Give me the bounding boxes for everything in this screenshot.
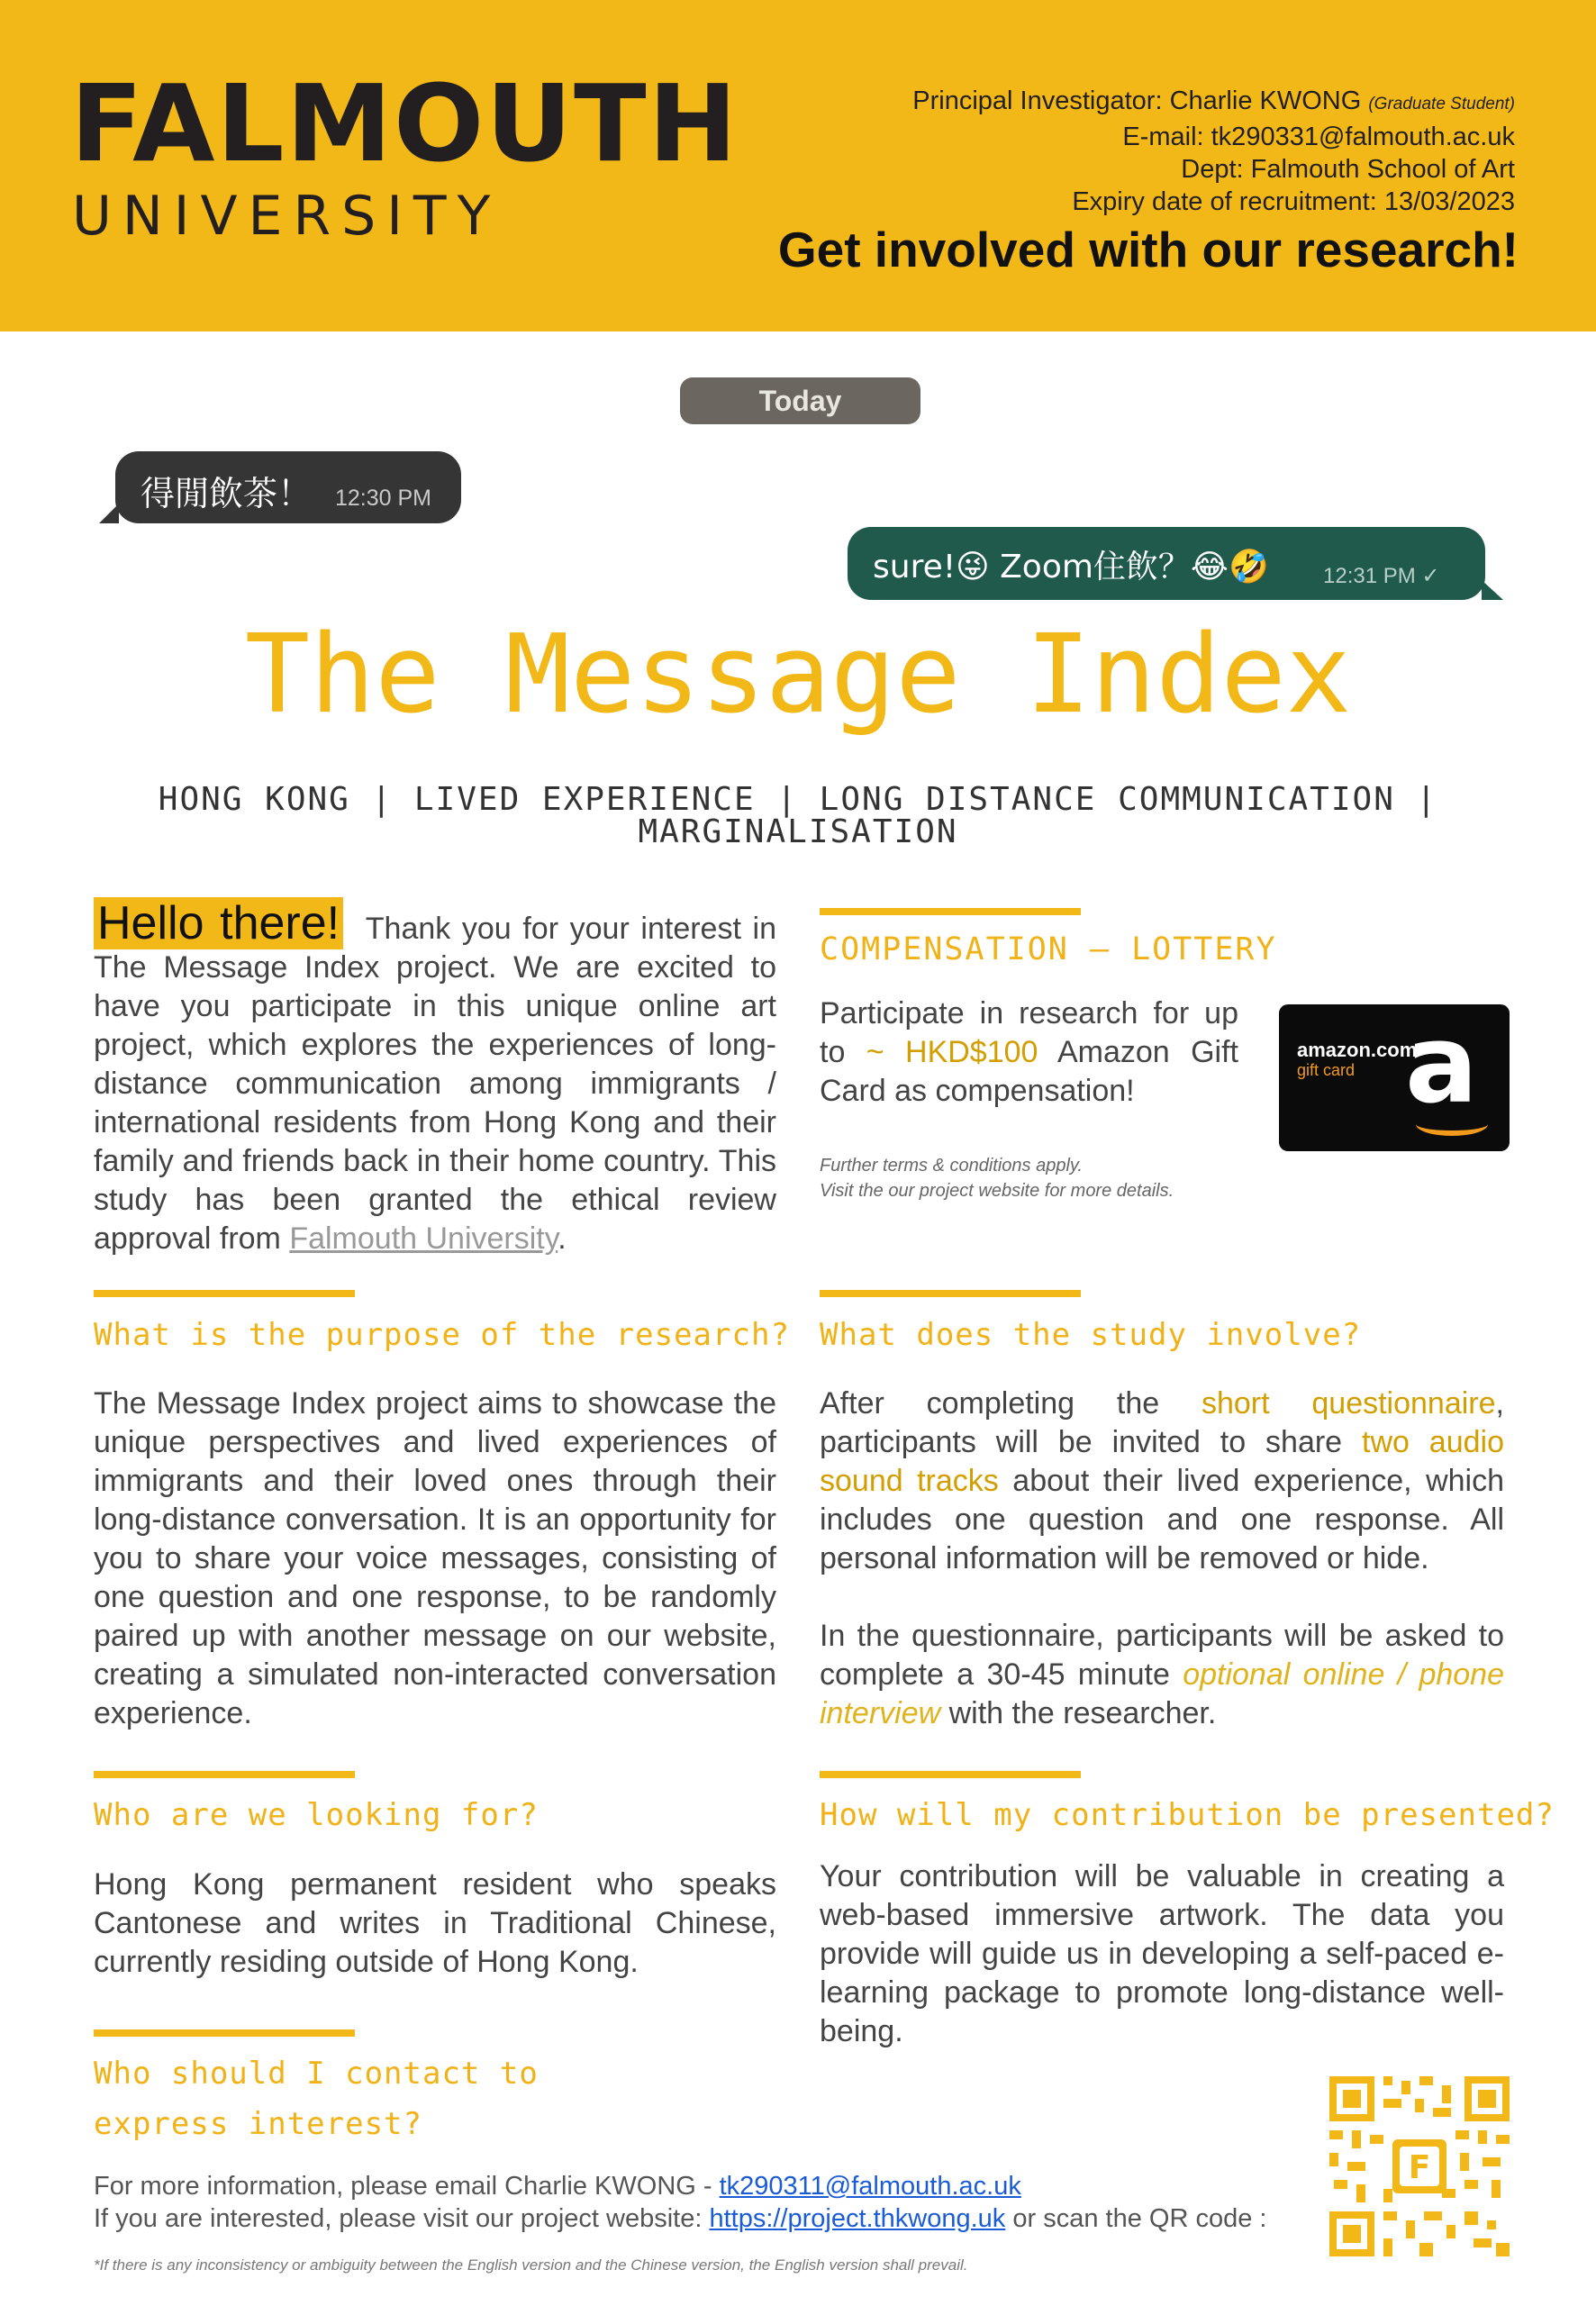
section-divider [820, 908, 1081, 915]
section-divider [820, 1290, 1081, 1297]
intro-paragraph [94, 897, 777, 1258]
amazon-a-icon: a [1405, 1003, 1478, 1128]
chat-timestamp: 12:30 PM [335, 486, 432, 511]
pi-name: Principal Investigator: Charlie KWONG [912, 86, 1362, 115]
footer-text: If you are interested, please visit our project website: [94, 2204, 703, 2233]
involve-text: In the questionnaire, participants will be asked to complete a 30-45 minute [820, 1619, 1504, 1692]
tagline: HONG KONG | LIVED EXPERIENCE | LONG DISTANCE COMMUNICATION | MARGINALISATION [158, 781, 1438, 850]
header-banner [0, 0, 1596, 331]
page-title: The Message Index [244, 613, 1352, 738]
terms-line-2: Visit the our project website for more details. [820, 1181, 1174, 1201]
recruitment-expiry: Expiry date of recruitment: 13/03/2023 [1072, 187, 1515, 216]
university-logo: FALMOUTH [70, 61, 739, 186]
call-to-action: Get involved with our research! [777, 222, 1519, 277]
amazon-smile-icon [1416, 1112, 1488, 1136]
terms-line-1: Further terms & conditions apply. [820, 1156, 1083, 1176]
website-link[interactable]: https://project.thkwong.uk [709, 2204, 1006, 2233]
investigator-info [912, 85, 1515, 218]
presented-body: Your contribution will be valuable in creating a web-based immersive artwork. The data you provide will guide us in developing a self-paced e-learning package to promote long-distance well-being. [820, 1859, 1504, 2048]
contact-heading-line: Who should I contact to [94, 2056, 539, 2092]
gift-card-brand: amazon.com [1297, 1039, 1418, 1061]
compensation-amount: ~ HKD$100 [866, 1035, 1038, 1069]
chat-message: 得閒飲茶！ [141, 474, 313, 513]
section-divider [820, 1771, 1081, 1778]
pi-email: E-mail: tk290331@falmouth.ac.uk [1122, 123, 1515, 151]
amazon-gift-card-icon [1279, 1004, 1510, 1151]
involve-body [820, 1385, 1504, 1733]
section-divider [94, 1290, 355, 1297]
date-chip: Today [680, 377, 920, 424]
qr-center-letter: F [1408, 2149, 1431, 2186]
bubble-tail [99, 504, 119, 523]
pi-dept: Dept: Falmouth School of Art [1181, 155, 1515, 184]
purpose-heading: What is the purpose of the research? [94, 1317, 790, 1353]
university-link[interactable]: Falmouth University [289, 1221, 558, 1256]
qr-code-icon[interactable] [1329, 2076, 1510, 2256]
chat-bubble-incoming [115, 451, 461, 523]
involve-paragraph-2 [820, 1617, 1504, 1733]
contact-heading [94, 2048, 539, 2149]
university-logo-subtitle: UNIVERSITY [72, 185, 502, 248]
gift-card-sub: gift card [1297, 1061, 1356, 1079]
purpose-body: The Message Index project aims to showcase the unique perspectives and lived experiences of immigrants and their loved ones through their long-distance conversation. It is an opportunity for you to share your voice messages, consisting of one question and one response, to be randomly paired up with another message on our website, creating a simulated non-interacted conversation experience. [94, 1386, 776, 1730]
chat-timestamp: 12:31 PM ✓ [1323, 564, 1440, 588]
greeting-highlight: Hello there! [94, 897, 343, 949]
footer-text: or scan the QR code : [1012, 2204, 1267, 2233]
involve-paragraph-1 [820, 1385, 1504, 1578]
compensation-text-a: Participate in research for up to [820, 996, 1238, 1069]
involve-text: , participants will be invited to share [820, 1386, 1504, 1459]
contact-heading-line: express interest? [94, 2106, 422, 2142]
chat-bubble-outgoing [848, 527, 1485, 600]
compensation-text [820, 994, 1238, 1111]
involve-heading: What does the study involve? [820, 1317, 1362, 1353]
bubble-tail [1482, 580, 1503, 600]
pi-role: (Graduate Student) [1368, 95, 1515, 113]
intro-body: Thank you for your interest in The Message Index project. We are excited to have you participate in this unique online art project, which explores the experiences of long-distance communication among immigrants / international residents from Hong Kong and their family and friends back in their home country. This study has been granted the ethical review approval from [94, 912, 777, 1256]
compensation-heading: COMPENSATION – LOTTERY [820, 931, 1277, 967]
chat-message: sure!😜 Zoom住飲？😂🤣 [873, 549, 1269, 586]
language-disclaimer: *If there is any inconsistency or ambiguity between the English version and the Chinese version, the English version shall prevail. [94, 2256, 968, 2274]
looking-heading: Who are we looking for? [94, 1797, 539, 1833]
email-link[interactable]: tk290311@falmouth.ac.uk [719, 2172, 1021, 2201]
footer-contact [94, 2170, 1266, 2235]
involve-text: After completing the [820, 1386, 1160, 1421]
section-divider [94, 1771, 355, 1778]
audio-tracks-highlight: two audio sound tracks [820, 1425, 1504, 1498]
intro-end: . [558, 1221, 567, 1256]
section-divider [94, 2029, 355, 2037]
involve-text: with the researcher. [948, 1696, 1217, 1730]
compensation-text-b: Amazon Gift Card as compensation! [820, 1035, 1238, 1108]
interview-highlight: optional online / phone interview [820, 1657, 1504, 1730]
involve-text: about their lived experience, which includes one question and one response. All personal information will be removed or hide. [820, 1464, 1505, 1575]
short-questionnaire-highlight: short questionnaire [1201, 1386, 1496, 1421]
presented-heading: How will my contribution be presented? [820, 1797, 1555, 1833]
looking-body: Hong Kong permanent resident who speaks Cantonese and writes in Traditional Chinese, currently residing outside of Hong Kong. [94, 1867, 776, 1979]
terms-note [820, 1153, 1174, 1203]
footer-text: For more information, please email Charlie KWONG - [94, 2172, 712, 2201]
